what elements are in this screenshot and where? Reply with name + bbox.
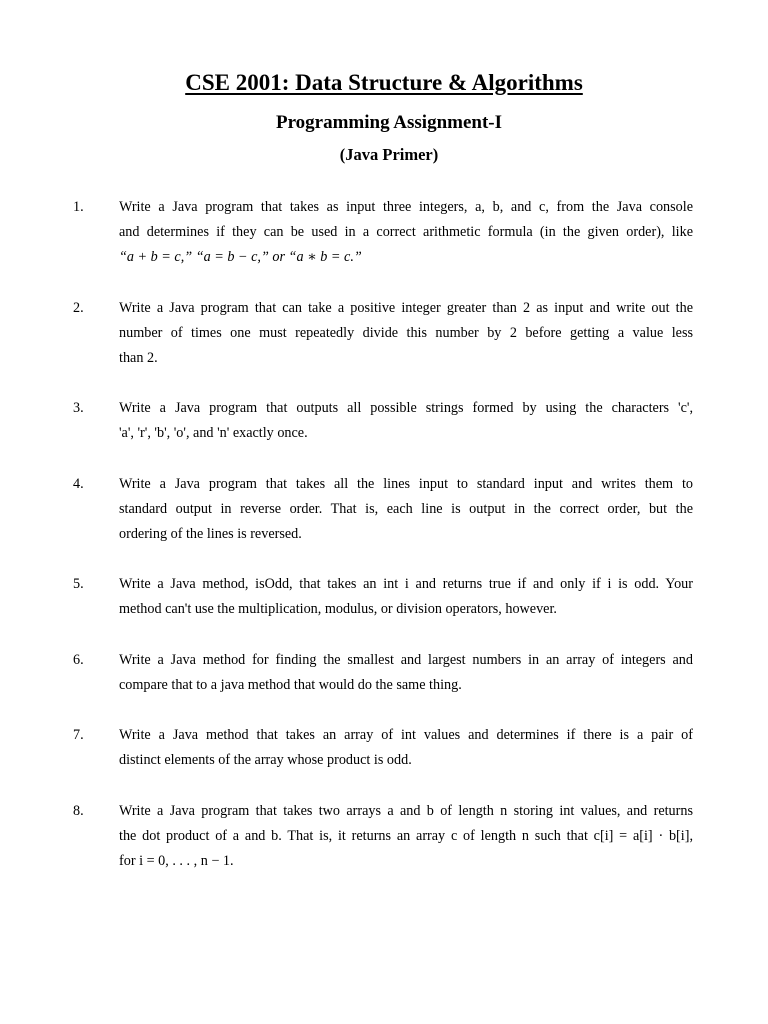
question-line: for i = 0, . . . , n − 1.: [119, 853, 234, 870]
question-text: [119, 572, 693, 622]
question-text: [119, 195, 693, 271]
question-number: 4.: [73, 476, 84, 492]
question-number: 8.: [73, 803, 84, 819]
question-line: Write a Java program that takes as input three integers, a, b, and c, from the Java console: [119, 199, 693, 215]
question-line: Write a Java program that takes all the lines input to standard input and writes them to: [119, 476, 693, 492]
question-line: the dot product of a and b. That is, it returns an array c of length n such that c[i] = a[i] · b[i],: [119, 828, 693, 845]
question-line: than 2.: [119, 350, 158, 367]
question-number: 1.: [73, 199, 84, 215]
question-text: [119, 396, 693, 446]
document-title: CSE 2001: Data Structure & Algorithms: [185, 70, 583, 95]
question-line: and determines if they can be used in a correct arithmetic formula (in the given order), like: [119, 224, 693, 241]
question-line: 'a', 'r', 'b', 'o', and 'n' exactly once.: [119, 425, 308, 442]
question-line: Write a Java program that can take a positive integer greater than 2 as input and write out the: [119, 300, 693, 316]
question-text: [119, 472, 693, 548]
question-line: number of times one must repeatedly divide this number by 2 before getting a value less: [119, 325, 693, 342]
question-line: method can't use the multiplication, modulus, or division operators, however.: [119, 601, 557, 618]
question-line: Write a Java program that takes two arrays a and b of length n storing int values, and returns: [119, 803, 693, 819]
question-line: Write a Java method that takes an array of int values and determines if there is a pair of: [119, 727, 693, 743]
question-line: Write a Java method for finding the smallest and largest numbers in an array of integers and: [119, 652, 693, 668]
question-line: standard output in reverse order. That is, each line is output in the correct order, but the: [119, 501, 693, 518]
question-line: Write a Java program that outputs all possible strings formed by using the characters 'c',: [119, 400, 693, 416]
question-text: [119, 799, 693, 875]
question-number: 5.: [73, 576, 84, 592]
question-number: 6.: [73, 652, 84, 668]
assignment-topic: (Java Primer): [339, 145, 439, 164]
question-number: 2.: [73, 300, 84, 316]
question-line: distinct elements of the array whose product is odd.: [119, 752, 412, 769]
question-text: [119, 296, 693, 372]
question-line: Write a Java method, isOdd, that takes an int i and returns true if and only if i is odd. Your: [119, 576, 693, 592]
assignment-subtitle: Programming Assignment-I: [275, 112, 503, 133]
question-text: [119, 648, 693, 698]
question-line: “a + b = c,” “a = b − c,” or “a ∗ b = c.”: [119, 249, 362, 266]
question-number: 7.: [73, 727, 84, 743]
question-text: [119, 723, 693, 773]
question-line: compare that to a java method that would do the same thing.: [119, 677, 462, 694]
question-line: ordering of the lines is reversed.: [119, 526, 302, 543]
question-number: 3.: [73, 400, 84, 416]
